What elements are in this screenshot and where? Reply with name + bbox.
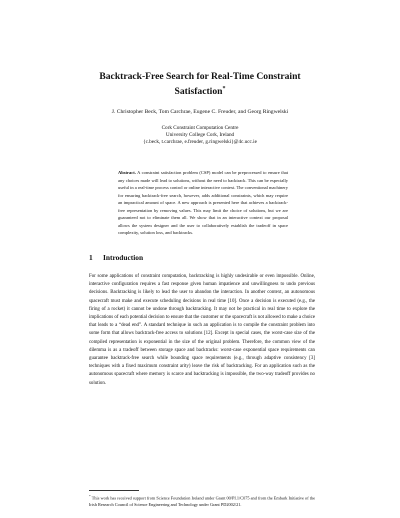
author-list: J. Christopher Beck, Tom Carchrae, Eugene C. Freuder, and Georg Ringwelski (111, 109, 289, 115)
abstract-text: A constraint satisfaction problem (CSP) model can be preprocessed to ensure that any choices made will lead to solutions, without the need to backtrack. This can be especially useful in a real-time process control or online interactive context. The conventional machinery for ensuring backtrack-free search, however, adds additional constraints, which may require an impractical amount of space. A new approach is presented here that achieves a backtrack-free representation by removing values. This may limit the choice of solutions, but we are guaranteed not to eliminate them all. We show that in an interactive context our proposal allows the system designer and the user to collaboratively establish the tradeoff in space complexity, solution loss, and backtracks. (118, 170, 288, 236)
title-footnote-mark: * (222, 86, 226, 92)
intro-paragraph: For some applications of constraint computation, backtracking is highly undesirable or even impossible. Online, interactive configuration requires a fast response given human impatience and unwillingness to undo previous decisions. Backtracking is likely to lead the user to abandon the interaction. In another context, an autonomous spacecraft must make and execute scheduling decisions in real time [10]. Once a decision is executed (e.g., the firing of a rocket) it cannot be undone through backtracking. It may not be practical in real time to explore the implications of each potential decision to ensure that the customer or the spacecraft is not allowed to make a choice that leads to a “dead end”. A standard technique in such an application is to compile the constraint problem into some form that allows backtrack-free access to solutions [12]. Except in special cases, the worst-case size of the compiled representation is exponential in the size of the original problem. Therefore, the common view of the dilemma is as a tradeoff between storage space and backtracks: worst-case exponential space requirements can guarantee backtrack-free search while bounding space requirements (e.g., through adaptive consistency [3] techniques with a fixed maximum constraint arity) leave the risk of backtracking. For an application such as the autonomous spacecraft where memory is scarce and backtracking is impossible, the two-way tradeoff provides no solution. (89, 274, 315, 386)
section-title: Introduction (103, 253, 144, 262)
footnote-rule (89, 490, 139, 491)
affiliation-emails: {c.beck, t.carchrae, e.freuder, g.ringwelski}@4c.ucc.ie (143, 139, 257, 145)
abstract-label: Abstract. (118, 170, 136, 175)
section-heading (89, 253, 309, 263)
affiliation-university: University College Cork, Ireland (165, 132, 235, 138)
footnote (89, 493, 315, 508)
affiliation-org: Cork Constraint Computation Centre (161, 125, 239, 131)
title-line-2: Satisfaction (174, 86, 223, 98)
section-number: 1 (89, 253, 93, 262)
footnote-mark: * (89, 494, 91, 498)
abstract (118, 169, 288, 237)
paper-title (60, 70, 340, 98)
affiliation-block (60, 125, 340, 146)
footnote-text: This work has received support from Science Foundation Ireland under Grant 00/PI.1/C075 and from the Embark Initiative of the Irish Research Council of Science Engineering and Technology under Grant PD2002/21. (89, 495, 315, 508)
title-line-1: Backtrack-Free Search for Real-Time Constraint (99, 71, 301, 82)
